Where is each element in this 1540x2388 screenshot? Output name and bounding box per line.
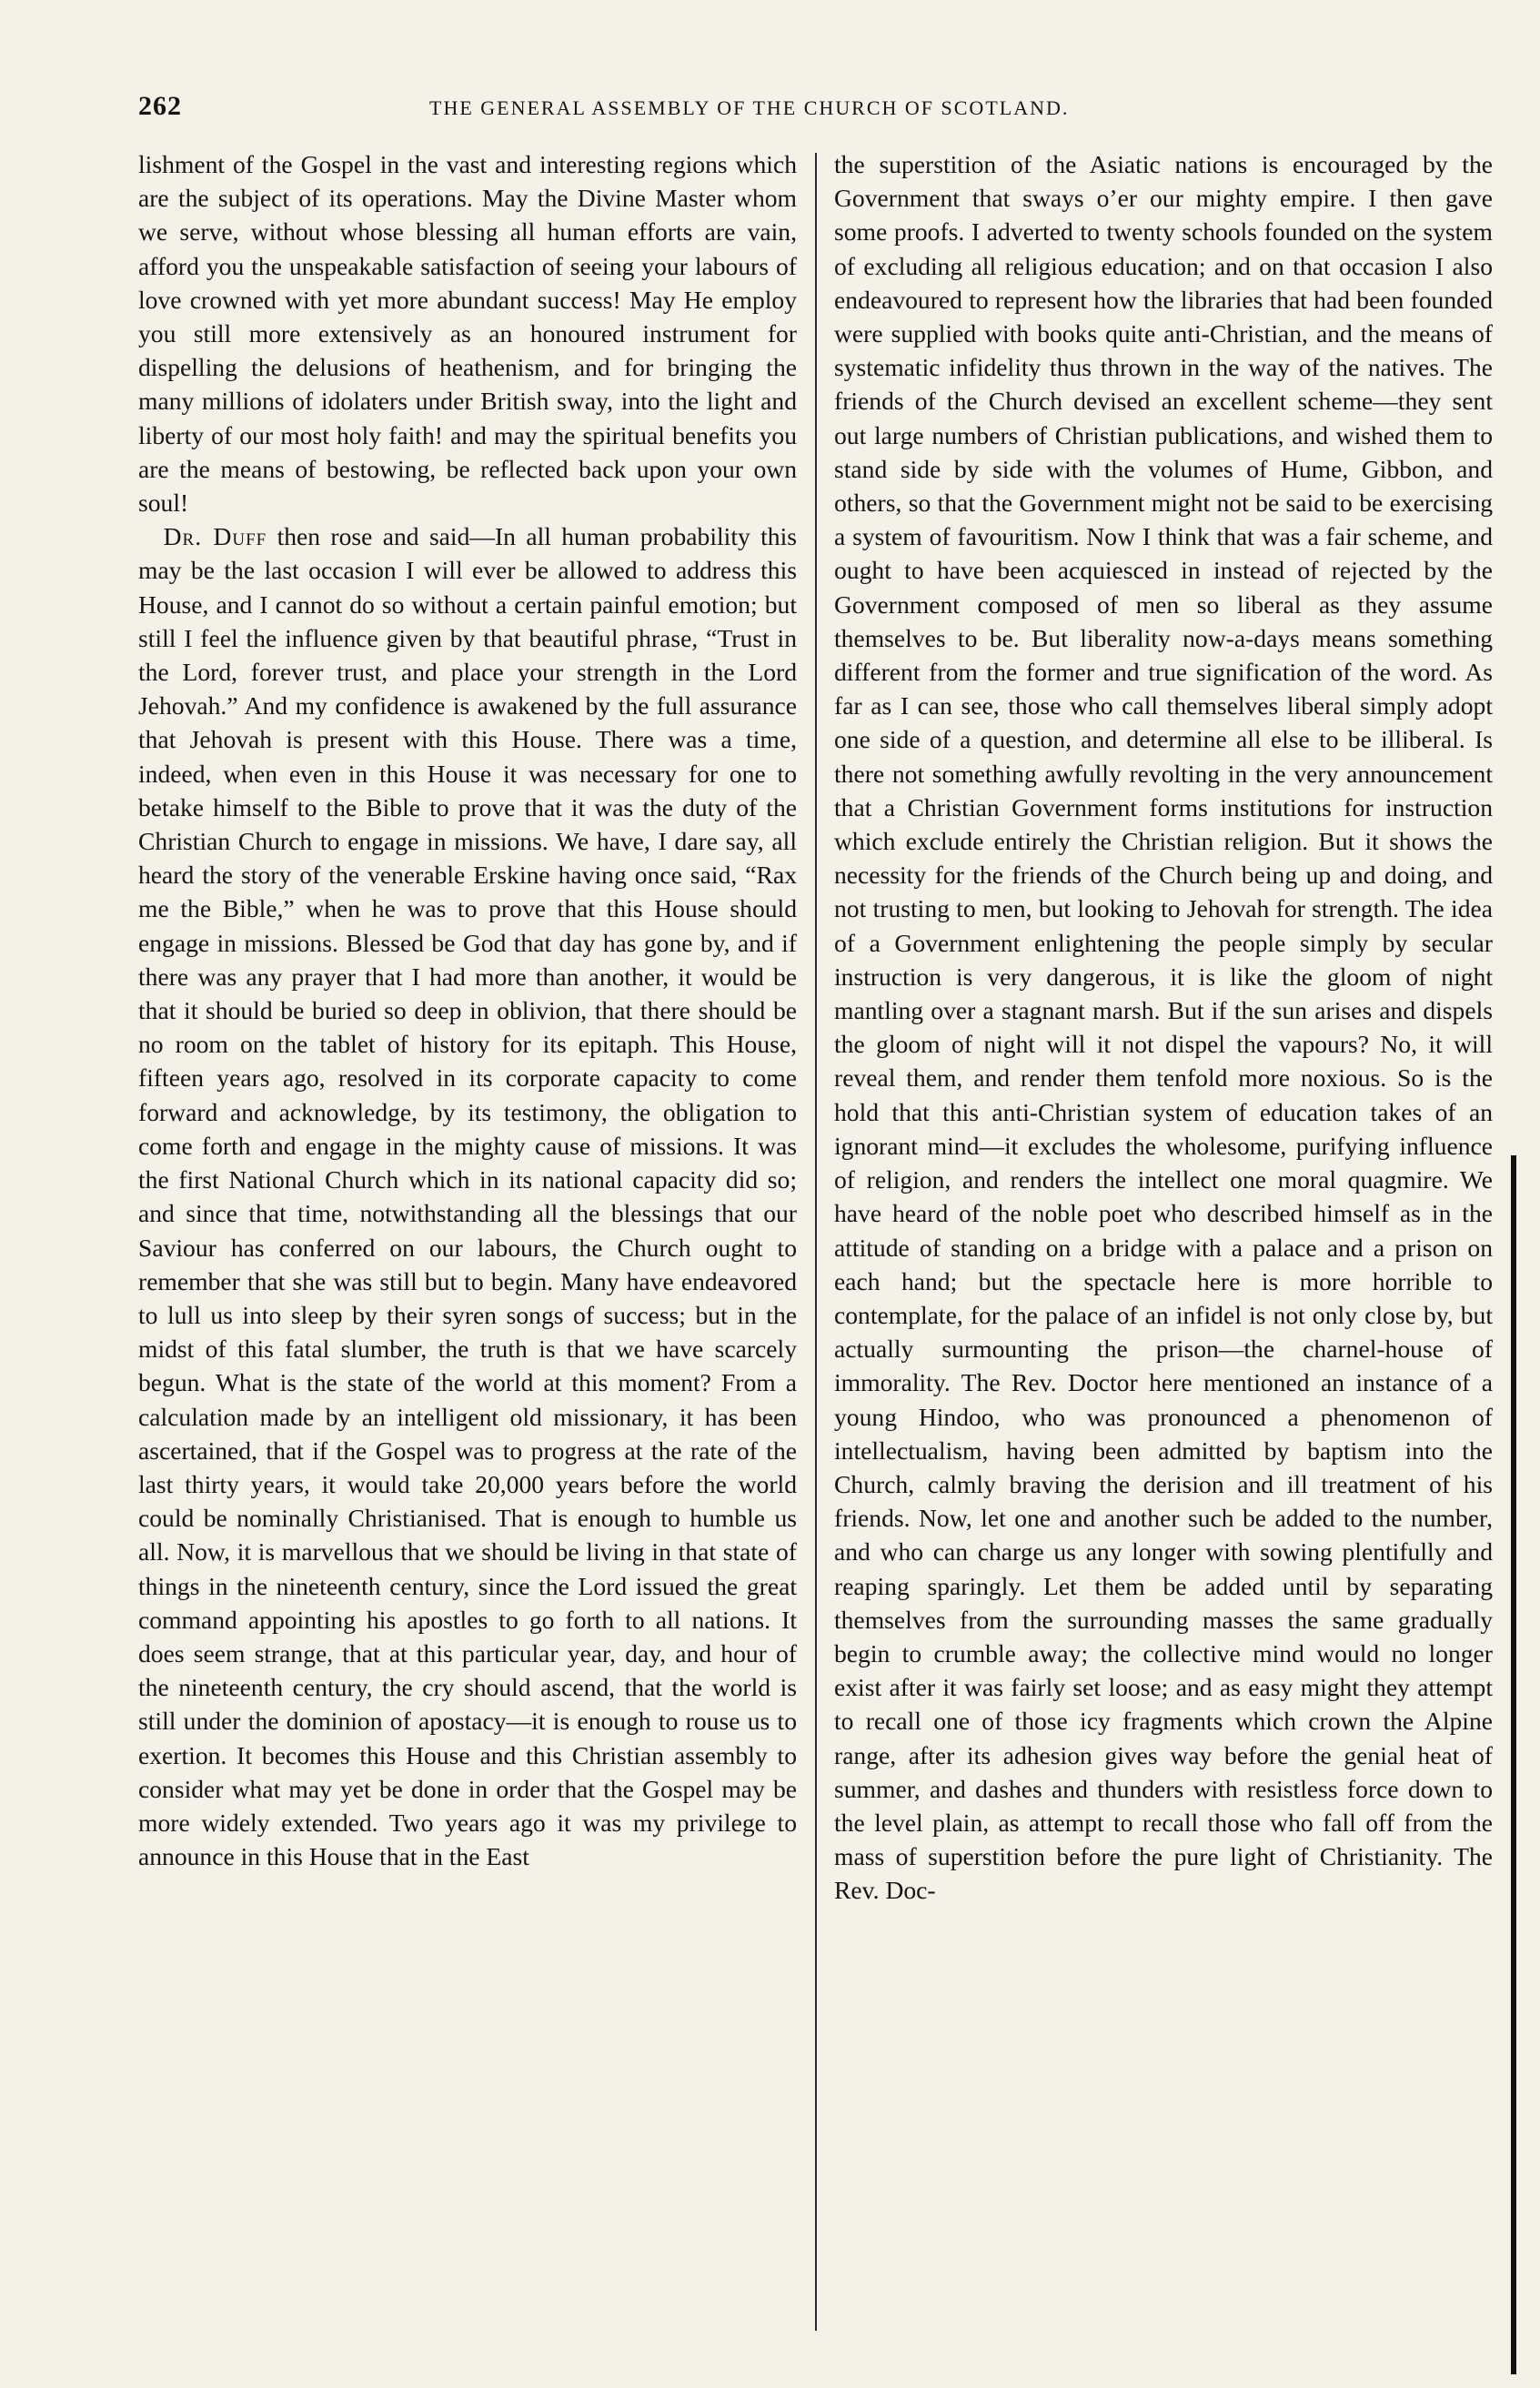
running-title: THE GENERAL ASSEMBLY OF THE CHURCH OF SCOTLAND. <box>429 96 1070 119</box>
page-number: 262 <box>138 91 182 121</box>
right-column <box>834 147 1493 2331</box>
page-edge-mark <box>1511 1155 1516 2374</box>
left-column <box>138 147 797 2331</box>
speaker-name: Dr. Duff <box>163 522 267 551</box>
left-paragraph-2-text: then rose and said—In all human probability this may be the last occasion I will ever be allowed to address this House, and I cannot do so without a certain painful emotion; but still I feel the influence given by that beautiful phrase, “Trust in the Lord, forever trust, and place your strength in the Lord Jehovah.” And my confidence is awakened by the full assurance that Jehovah is present with this House. There was a time, indeed, when even in this House it was necessary for one to betake himself to the Bible to prove that it was the duty of the Christian Church to engage in missions. We have, I dare say, all heard the story of the venerable Erskine having once said, “Rax me the Bible,” when he was to prove that this House should engage in missions. Blessed be God that day has gone by, and if there was any prayer that I had more than another, it would be that it should be buried so deep in oblivion, that there should be no room on the tablet of history for its epitaph. This House, fifteen years ago, resolved in its corporate capacity to come forward and acknowledge, by its testimony, the obligation to come forth and engage in the mighty cause of missions. It was the first National Church which in its national capacity did so; and since that time, notwithstanding all the blessings that our Saviour has conferred on our labours, the Church ought to remember that she was still but to begin. Many have endeavored to lull us into sleep by their syren songs of success; but in the midst of this fatal slumber, the truth is that we have scarcely begun. What is the state of the world at this moment? From a calculation made by an intelligent old missionary, it has been ascertained, that if the Gospel was to progress at the rate of the last thirty years, it would take 20,000 years before the world could be nominally Christianised. That is enough to humble us all. Now, it is marvellous that we should be living in that state of things in the nineteenth century, since the Lord issued the great command appointing his apostles to go forth to all nations. It does seem strange, that at this particular year, day, and hour of the nineteenth century, the cry should ascend, that the world is still under the dominion of apostacy—it is enough to rouse us to exertion. It becomes this House and this Christian assembly to consider what may yet be done in order that the Gospel may be more widely extended. Two years ago it was my privilege to announce in this House that in the East <box>138 522 797 1871</box>
left-paragraph-2 <box>138 519 797 1873</box>
running-head <box>138 91 1493 135</box>
right-paragraph-1: the superstition of the Asiatic nations is encouraged by the Government that sways o’er our mighty empire. I then gave some proofs. I adverted to twenty schools founded on the system of excluding all religious education; and on that occasion I also endeavoured to represent how the libraries that had been founded were supplied with books quite anti-Christian, and the means of systematic infidelity thus thrown in the way of the natives. The friends of the Church devised an excellent scheme—they sent out large numbers of Christian publications, and wished them to stand side by side with the volumes of Hume, Gibbon, and others, so that the Government might not be said to be exercising a system of favouritism. Now I think that was a fair scheme, and ought to have been acquiesced in instead of rejected by the Government composed of men so liberal as they assume themselves to be. But liberality now-a-days means something different from the former and true signification of the word. As far as I can see, those who call themselves liberal simply adopt one side of a question, and determine all else to be illiberal. Is there not something awfully revolting in the very announcement that a Christian Government forms institutions for instruction which exclude entirely the Christian religion. But it shows the necessity for the friends of the Church being up and doing, and not trusting to men, but looking to Jehovah for strength. The idea of a Government enlightening the people simply by secular instruction is very dangerous, it is like the gloom of night mantling over a stagnant marsh. But if the sun arises and dispels the gloom of night will it not dispel the vapours? No, it will reveal them, and render them tenfold more noxious. So is the hold that this anti-Christian system of education takes of an ignorant mind—it excludes the wholesome, purifying influence of religion, and renders the intellect one moral quagmire. We have heard of the noble poet who described himself as in the attitude of standing on a bridge with a palace and a prison on each hand; but the spectacle here is more horrible to contemplate, for the palace of an infidel is not only close by, but actually surmounting the prison—the charnel-house of immorality. The Rev. Doctor here mentioned an instance of a young Hindoo, who was pronounced a phenomenon of intellectualism, having been admitted by baptism into the Church, calmly braving the derision and ill treatment of his friends. Now, let one and another such be added to the number, and who can charge us any longer with sowing plentifully and reaping sparingly. Let them be added until by separating themselves from the surrounding masses the same gradually begin to crumble away; the collective mind would no longer exist after it was fairly set loose; and as easy might they attempt to recall one of those icy fragments which crown the Alpine range, after its adhesion gives way before the genial heat of summer, and dashes and thunders with resistless force down to the level plain, as attempt to recall those who fall off from the mass of superstition before the pure light of Christianity. The Rev. Doc- <box>834 150 1493 1905</box>
left-paragraph-1: lishment of the Gospel in the vast and interesting regions which are the subject of its operations. May the Divine Master whom we serve, without whose blessing all human efforts are vain, afford you the unspeakable satisfaction of seeing your labours of love crowned with yet more abundant success! May He employ you still more extensively as an honoured instrument for dispelling the delusions of heathenism, and for bringing the many millions of idolaters under British sway, into the light and liberty of our most holy faith! and may the spiritual benefits you are the means of bestowing, be reflected back upon your own soul! <box>138 150 797 518</box>
column-divider <box>815 153 817 2331</box>
text-columns <box>138 147 1493 2331</box>
